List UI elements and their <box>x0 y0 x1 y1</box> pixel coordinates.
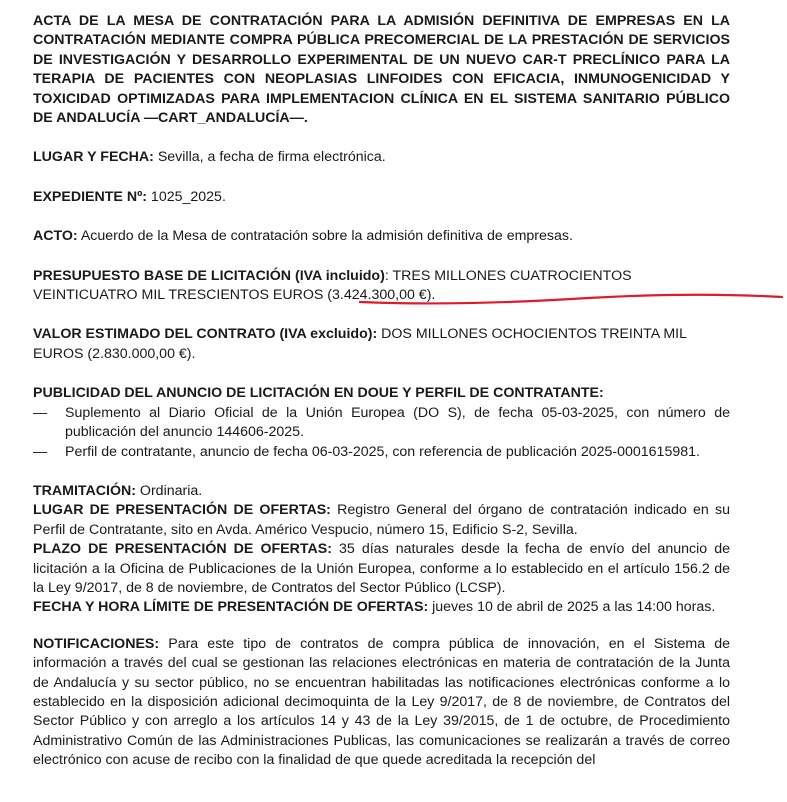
acto-field <box>33 227 730 246</box>
acto-value: Acuerdo de la Mesa de contratación sobre la admisión definitiva de empresas. <box>77 228 573 245</box>
publicidad-heading: PUBLICIDAD DEL ANUNCIO DE LICITACIÓN EN DOUE Y PERFIL DE CONTRATANTE: <box>33 385 604 402</box>
lugar-presentacion-field <box>33 501 730 540</box>
lugar-fecha-value: Sevilla, a fecha de firma electrónica. <box>153 149 386 166</box>
document-page <box>33 12 730 771</box>
lugar-presentacion-label: LUGAR DE PRESENTACIÓN DE OFERTAS: <box>33 502 331 519</box>
expediente-field <box>33 188 730 207</box>
lugar-fecha-field <box>33 148 730 167</box>
acto-label: ACTO: <box>33 228 78 245</box>
fecha-limite-field <box>33 598 730 617</box>
plazo-label: PLAZO DE PRESENTACIÓN DE OFERTAS: <box>33 541 332 558</box>
dash-bullet: — <box>33 443 48 460</box>
notificaciones-value: Para este tipo de contratos de compra pública de innovación, en el Sistema de información a través del cual se gestionan las relaciones electrónicas en materia de contratación de la Junta de Andalucía y su sector público, no se encuentran habilitadas las notificaciones electrónicas conforme a lo establecido en la disposición adicional decimoquinta de la Ley 9/2017, de 8 de noviembre, de Contratos del Sector Público y con arreglo a los artículos 14 y 43 de la Ley 39/2015, de 1 de octubre, de Procedimiento Administrativo Común de las Administraciones Publicas, las comunicaciones se realizarán a través de correo electrónico con acuse de recibo con la finalidad de que quede acreditada la recepción del <box>33 635 730 769</box>
red-underline-annotation <box>358 288 784 308</box>
expediente-label: EXPEDIENTE Nº: <box>33 188 147 205</box>
notificaciones-label: NOTIFICACIONES: <box>33 635 160 652</box>
list-item-text: Perfil de contratante, anuncio de fecha 06-03-2025, con referencia de publicación 2025-0001615981. <box>65 443 700 460</box>
lugar-presentacion-value: Registro General del órgano de contratación indicado en su Perfil de Contratante, sito en Avda. Américo Vespucio, número 15, Edificio S-2, Sevilla. <box>33 502 731 538</box>
document-title: ACTA DE LA MESA DE CONTRATACIÓN PARA LA ADMISIÓN DEFINITIVA DE EMPRESAS EN LA CONTRATACIÓN MEDIANTE COMPRA PÚBLICA PRECOMERCIAL DE LA PRESTACIÓN DE SERVICIOS DE INVESTIGACIÓN Y DESARROLLO EXPERIMENTAL DE UN NUEVO CAR-T PRECLÍNICO PARA LA TERAPIA DE PACIENTES CON NEOPLASIAS LINFOIDES CON EFICACIA, INMUNOGENICIDAD Y TOXICIDAD OPTIMIZADAS PARA IMPLEMENTACION CLÍNICA EN EL SISTEMA SANITARIO PÚBLICO DE ANDALUCÍA —CART_ANDALUCÍA—. <box>33 13 730 127</box>
plazo-field <box>33 540 730 598</box>
valor-estimado-value: DOS MILLONES OCHOCIENTOS TREINTA MIL EUROS (2.830.000,00 €). <box>33 326 687 362</box>
lugar-fecha-label: LUGAR Y FECHA: <box>33 149 154 166</box>
valor-estimado-field <box>33 325 730 364</box>
fecha-limite-label: FECHA Y HORA LÍMITE DE PRESENTACIÓN DE OFERTAS: <box>33 599 429 616</box>
presupuesto-value: : TRES MILLONES CUATROCIENTOS VEINTICUATRO MIL TRESCIENTOS EUROS (3.424.300,00 €). <box>33 267 632 304</box>
fecha-limite-value: jueves 10 de abril de 2025 a las 14:00 horas. <box>428 599 716 616</box>
tramitacion-field <box>33 482 730 501</box>
dash-bullet: — <box>33 404 48 421</box>
plazo-value: 35 días naturales desde la fecha de envío del anuncio de licitación a la Oficina de Publicaciones de la Unión Europea, conforme a lo establecido en el artículo 156.2 de la Ley 9/2017, de 8 de noviembre, de Contratos del Sector Público (LCSP). <box>33 541 731 596</box>
tramitacion-label: TRAMITACIÓN: <box>33 482 136 499</box>
list-item-text: Suplemento al Diario Oficial de la Unión Europea (DO S), de fecha 05-03-2025, con número de publicación del anuncio 144606-2025. <box>65 404 730 441</box>
tramitacion-value: Ordinaria. <box>135 482 203 499</box>
notificaciones-field <box>33 635 730 771</box>
list-item <box>33 443 730 462</box>
expediente-value: 1025_2025. <box>146 188 226 205</box>
valor-estimado-label: VALOR ESTIMADO DEL CONTRATO (IVA excluido): <box>33 326 378 343</box>
publicidad-list <box>33 404 730 462</box>
presupuesto-label: PRESUPUESTO BASE DE LICITACIÓN (IVA incluido) <box>33 267 385 284</box>
list-item <box>33 404 730 443</box>
